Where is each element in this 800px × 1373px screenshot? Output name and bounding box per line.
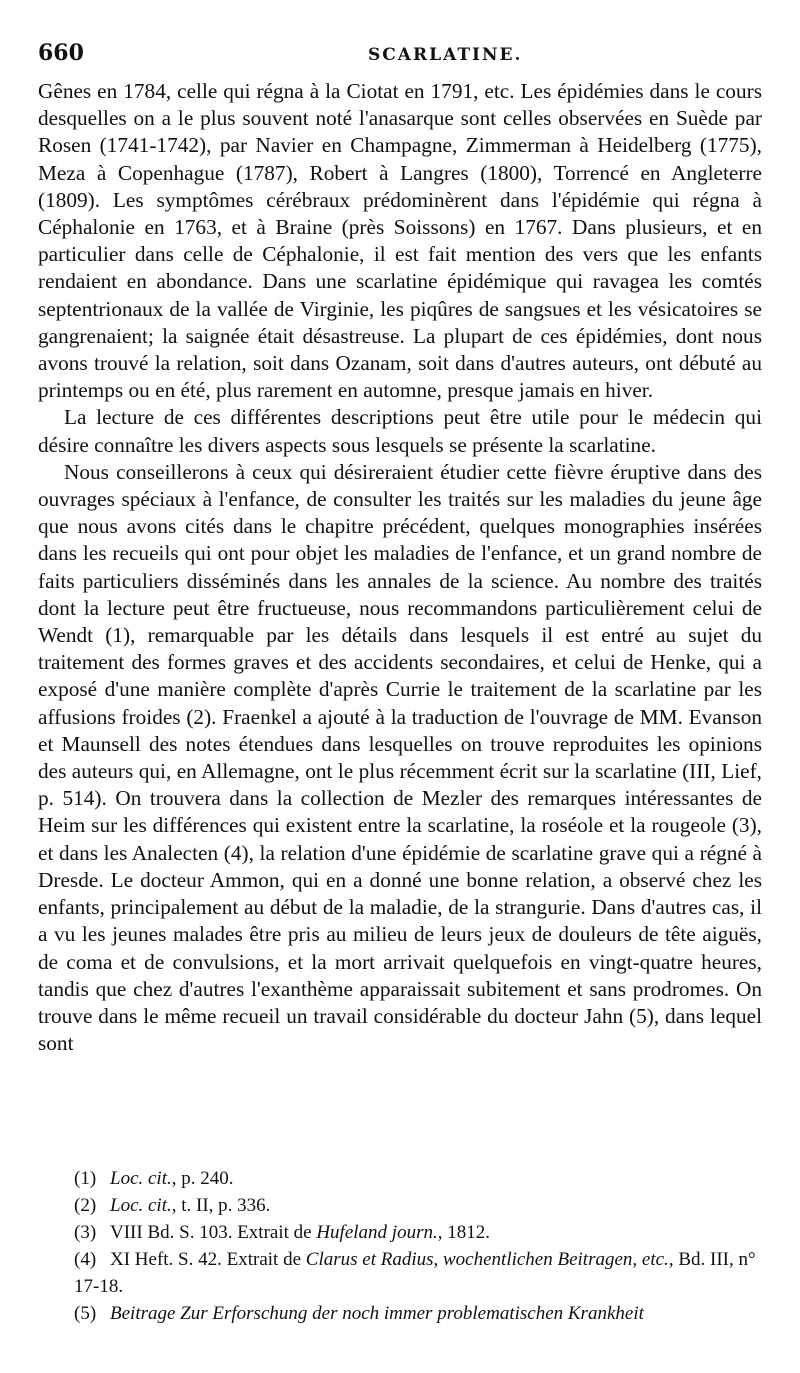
paragraph-3: Nous conseillerons à ceux qui désireraient étudier cette fièvre éruptive dans des ouvrages spéciaux à l'enfance, de consulter les traités sur les maladies du jeune âge que nous avons cités dans le chapitre précédent, quelques monographies insérées dans les recueils qui ont pour objet les maladies de l'enfance, et un grand nombre de faits particuliers disséminés dans les annales de la science. Au nombre des traités dont la lecture peut être fructueuse, nous recommandons particulièrement celui de Wendt (1), remarquable par les détails dans lesquels il est entré au sujet du traitement des formes graves et des accidents secondaires, et celui de Henke, qui a exposé d'une manière complète d'après Currie le traitement de la scarlatine par les affusions froides (2). Fraenkel a ajouté à la traduction de l'ouvrage de MM. Evanson et Maunsell des notes étendues dans lesquelles on trouve reproduites les opinions des auteurs qui, en Allemagne, ont le plus récemment écrit sur la scarlatine (III, Lief, p. 514). On trouvera dans la collection de Mezler des remarques intéressantes de Heim sur les différences qui existent entre la scarlatine, la roséole et la rougeole (3), et dans les Analecten (4), la relation d'une épidémie de scarlatine grave qui a régné à Dresde. Le docteur Ammon, qui en a donné une bonne relation, a observé chez les enfants, principalement au début de la maladie, de la strangurie. Dans d'autres cas, il a vu les jeunes malades être pris au milieu de leurs jeux de douleurs de tête aiguës, de coma et de convulsions, et la mort arrivait quelquefois en vingt-quatre heures, tandis que chez d'autres l'exanthème apparaissait subitement et sans prodromes. On trouve dans le même recueil un travail considérable du docteur Jahn (5), dans lequel sont: [38, 459, 762, 1056]
footnote-text: VIII Bd. S. 103. Extrait de: [110, 1222, 317, 1243]
footnote-citation: wochentlichen Beitragen, etc.: [443, 1249, 669, 1270]
footnote-number: (2): [74, 1195, 97, 1216]
paragraph-2: La lecture de ces différentes descriptions peut être utile pour le médecin qui désire connaître les divers aspects sous lesquels se présente la scarlatine.: [38, 405, 762, 457]
footnotes: [74, 1165, 762, 1327]
footnote-text: XI Heft. S. 42. Extrait de: [110, 1249, 306, 1270]
footnote-text: , p. 240.: [171, 1168, 234, 1189]
footnote-citation: Hufeland journ.: [316, 1222, 438, 1243]
footnote-1: [74, 1165, 762, 1192]
footnote-5: [74, 1300, 762, 1327]
paragraph-1: Gênes en 1784, celle qui régna à la Ciotat en 1791, etc. Les épidémies dans le cours desquelles on a le plus souvent noté l'anasarque sont celles observées en Suède par Rosen (1741-1742), par Navier en Champagne, Zimmerman à Heidelberg (1775), Meza à Copenhague (1787), Robert à Langres (1800), Torrencé en Angleterre (1809). Les symptômes cérébraux prédominèrent dans l'épidémie qui régna à Céphalonie en 1763, et à Braine (près Soissons) en 1767. Dans plusieurs, et en particulier dans celle de Céphalonie, il est fait mention des vers que les enfants rendaient en abondance. Dans une scarlatine épidémique qui ravagea les comtés septentrionaux de la vallée de Virginie, les piqûres de sangsues et les vésicatoires se gangrenaient; la saignée était désastreuse. La plupart de ces épidémies, dont nous avons trouvé la relation, soit dans Ozanam, soit dans d'autres auteurs, ont débuté au printemps ou en été, plus rarement en automne, presque jamais en hiver.: [38, 79, 762, 403]
body-text: [38, 78, 762, 1057]
footnote-2: [74, 1192, 762, 1219]
footnote-text: , t. II, p. 336.: [171, 1195, 271, 1216]
footnote-citation: Loc. cit.: [110, 1195, 172, 1216]
footnote-text: , Bd. III, n° 17-18.: [74, 1249, 756, 1297]
footnote-number: (1): [74, 1168, 97, 1189]
footnote-citation: Loc. cit.: [110, 1168, 172, 1189]
footnote-4: [74, 1246, 762, 1300]
page-number: 660: [38, 40, 84, 66]
footnote-citation: Beitrage Zur Erforschung der noch immer problematischen Krankheit: [110, 1303, 644, 1324]
footnote-3: [74, 1219, 762, 1246]
footnote-text: ,: [433, 1249, 443, 1270]
footnote-number: (5): [74, 1303, 97, 1324]
running-title: SCARLATINE.: [368, 45, 523, 65]
footnote-number: (3): [74, 1222, 97, 1243]
footnote-text: , 1812.: [437, 1222, 490, 1243]
page-header: [38, 40, 762, 72]
footnote-citation: Clarus et Radius: [305, 1249, 434, 1270]
footnote-number: (4): [74, 1249, 97, 1270]
